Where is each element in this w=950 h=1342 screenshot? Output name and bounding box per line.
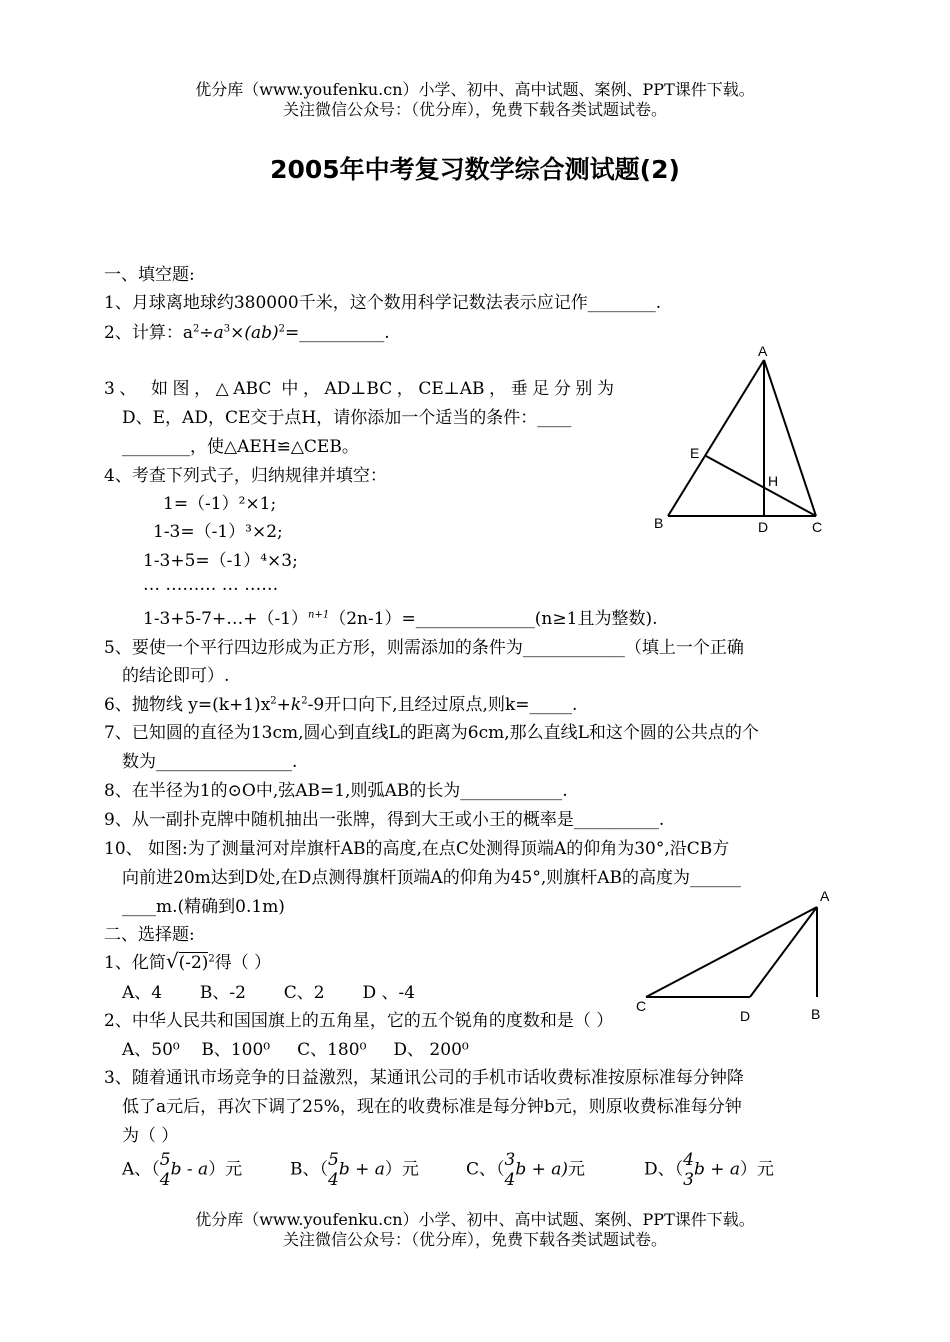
q1-10-line2: 向前进20m达到D处,在D点测得旗杆顶端A的仰角为45°,则旗杆AB的高度为______ — [122, 868, 741, 888]
q2-1 — [104, 948, 271, 973]
opt-a-num: 5 — [159, 1150, 171, 1170]
label-b: B — [654, 515, 664, 531]
opt-a-frac — [160, 1150, 171, 1190]
q4-e5sup: n+1 — [308, 609, 330, 621]
label-d: D — [740, 1008, 751, 1024]
label-a: A — [820, 888, 830, 904]
opt-a-pre: A、（ — [122, 1159, 160, 1180]
footer-line-1: 优分库（www.youfenku.cn）小学、初中、高中试题、案例、PPT课件下载。 — [195, 1210, 755, 1229]
flagpole-figure — [630, 885, 840, 1025]
q1-8: 8、在半径为1的⊙O中,弦AB=1,则弧AB的长为____________. — [104, 781, 568, 801]
q4-e5a: 1-3+5-7+…+（-1） — [143, 609, 309, 629]
q2-div: ÷a — [199, 323, 224, 343]
label-a: A — [758, 343, 768, 359]
q2-prefix: 2、计算：a — [104, 323, 193, 343]
header-line-1: 优分库（www.youfenku.cn）小学、初中、高中试题、案例、PPT课件下载。 — [195, 80, 755, 99]
opt-c-den: 4 — [504, 1170, 516, 1190]
q1-5-line1: 5、要使一个平行四边形成为正方形，则需添加的条件为____________（填上一个正确 — [104, 638, 744, 658]
q1-4-line1: 4、考查下列式子，归纳规律并填空： — [104, 466, 387, 486]
q1-2 — [104, 318, 390, 343]
q2-3-line1: 3、随着通讯市场竞争的日益激烈，某通讯公司的手机市话收费标准按原标准每分钟降 — [104, 1068, 744, 1088]
opt-a-post: ）元 — [208, 1159, 243, 1180]
q2-mul: ×(ab) — [230, 323, 279, 343]
sight-ca — [646, 907, 817, 997]
q2-exp2: 3 — [223, 323, 231, 335]
side-ab — [668, 360, 764, 516]
triangle-figure — [640, 340, 840, 540]
opt-c-frac — [505, 1150, 516, 1190]
q2-3-line3: 为（ ） — [122, 1126, 179, 1146]
opt-a-den: 4 — [159, 1170, 171, 1190]
q1-10-line3: ____m.(精确到0.1m) — [122, 897, 285, 917]
header-line-2: 关注微信公众号：（优分库），免费下载各类试题试卷。 — [282, 100, 667, 119]
sqrt-icon: √ — [165, 949, 179, 973]
q1-6 — [104, 690, 577, 715]
q1-3-line1: 3、 如图，△ABC 中，AD⊥BC，CE⊥AB，垂足分别为 — [104, 379, 614, 399]
q6-sup2: 2 — [301, 695, 308, 707]
opt-d-post: ）元 — [740, 1159, 775, 1180]
opt-a-expr: b - a — [170, 1159, 209, 1180]
q6-a: 6、抛物线 y=(k+1)x — [104, 695, 271, 715]
q4-e5b: （2n-1）=______________(n≥1且为整数). — [329, 609, 658, 629]
opt-c-pre: C、（ — [466, 1159, 505, 1180]
q1-4-expr1: 1=（-1）²×1; — [163, 494, 277, 514]
opt-b-pre: B、（ — [290, 1159, 328, 1180]
q1-3-line2: D、E，AD，CE交于点H，请你添加一个适当的条件：____ — [122, 408, 572, 428]
q6-b: +k — [276, 695, 302, 715]
q2-3-option-c — [466, 1150, 585, 1190]
s2q1-a: 1、化简 — [104, 953, 166, 973]
q2-3-option-d — [644, 1150, 774, 1190]
s2q1-sup: 2 — [208, 953, 215, 965]
q1-4-expr5 — [143, 604, 657, 629]
s2q1-b: 得（ ） — [214, 953, 272, 973]
q2-3-line2: 低了a元后，再次下调了25%，现在的收费标准是每分钟b元，则原收费标准每分钟 — [122, 1097, 742, 1117]
q1-4-expr3: 1-3+5=（-1）⁴×3; — [143, 551, 298, 571]
label-e: E — [690, 445, 700, 461]
sight-da — [750, 907, 817, 997]
opt-d-pre: D、（ — [644, 1159, 684, 1180]
opt-d-den: 3 — [683, 1170, 694, 1190]
label-c: C — [636, 998, 647, 1014]
q2-tail: =__________. — [285, 323, 390, 343]
q1-10-line1: 10、 如图:为了测量河对岸旗杆AB的高度,在点C处测得顶端A的仰角为30°,沿CB方 — [104, 839, 730, 859]
opt-d-num: 4 — [683, 1150, 694, 1170]
q2-exp1: 2 — [192, 323, 200, 335]
q1-5-line2: 的结论即可）. — [122, 666, 230, 686]
opt-b-expr: b + a — [338, 1159, 385, 1180]
label-c: C — [812, 519, 823, 535]
q1-3-line3: ________，使△AEH≌△CEB。 — [122, 437, 359, 457]
opt-c-post: 元 — [568, 1159, 586, 1180]
q2-2-options: A、50⁰ B、100⁰ C、180⁰ D、 200⁰ — [122, 1040, 469, 1060]
section2-heading: 二、选择题: — [104, 925, 195, 945]
q2-exp3: 2 — [278, 323, 285, 335]
opt-b-post: ）元 — [384, 1159, 419, 1180]
q1-7-line2: 数为________________. — [122, 752, 298, 772]
opt-b-num: 5 — [328, 1150, 339, 1170]
section1-heading: 一、填空题: — [104, 265, 195, 285]
q1-4-expr2: 1-3=（-1）³×2; — [153, 522, 283, 542]
q6-sup1: 2 — [270, 695, 277, 707]
q2-2: 2、中华人民共和国国旗上的五角星，它的五个锐角的度数和是（ ） — [104, 1011, 614, 1031]
label-b: B — [811, 1006, 821, 1022]
q1-7-line1: 7、已知圆的直径为13cm,圆心到直线L的距离为6cm,那么直线L和这个圆的公共点的个 — [104, 723, 759, 743]
s2q1-radicand: (-2) — [178, 953, 209, 973]
opt-b-frac — [328, 1150, 339, 1190]
label-d: D — [758, 519, 769, 535]
q1-4-expr4: … ……… … …… — [143, 575, 279, 595]
label-h: H — [768, 473, 779, 489]
opt-c-expr: b + a) — [515, 1159, 569, 1180]
q2-1-options: A、4 B、-2 C、2 D 、-4 — [122, 983, 416, 1003]
q2-3-option-a — [122, 1150, 242, 1190]
q6-c: -9开口向下,且经过原点,则k=_____. — [307, 695, 578, 715]
q1-9: 9、从一副扑克牌中随机抽出一张牌，得到大王或小王的概率是__________. — [104, 810, 665, 830]
q1-1: 1、月球离地球约380000千米，这个数用科学记数法表示应记作________. — [104, 293, 662, 313]
footer-line-2: 关注微信公众号：（优分库），免费下载各类试题试卷。 — [282, 1230, 667, 1249]
opt-d-expr: b + a — [693, 1159, 741, 1180]
q2-3-option-b — [290, 1150, 419, 1190]
opt-b-den: 4 — [328, 1170, 339, 1190]
page-title: 2005年中考复习数学综合测试题(2) — [270, 155, 680, 184]
opt-c-num: 3 — [504, 1150, 516, 1170]
opt-d-frac — [683, 1150, 694, 1190]
